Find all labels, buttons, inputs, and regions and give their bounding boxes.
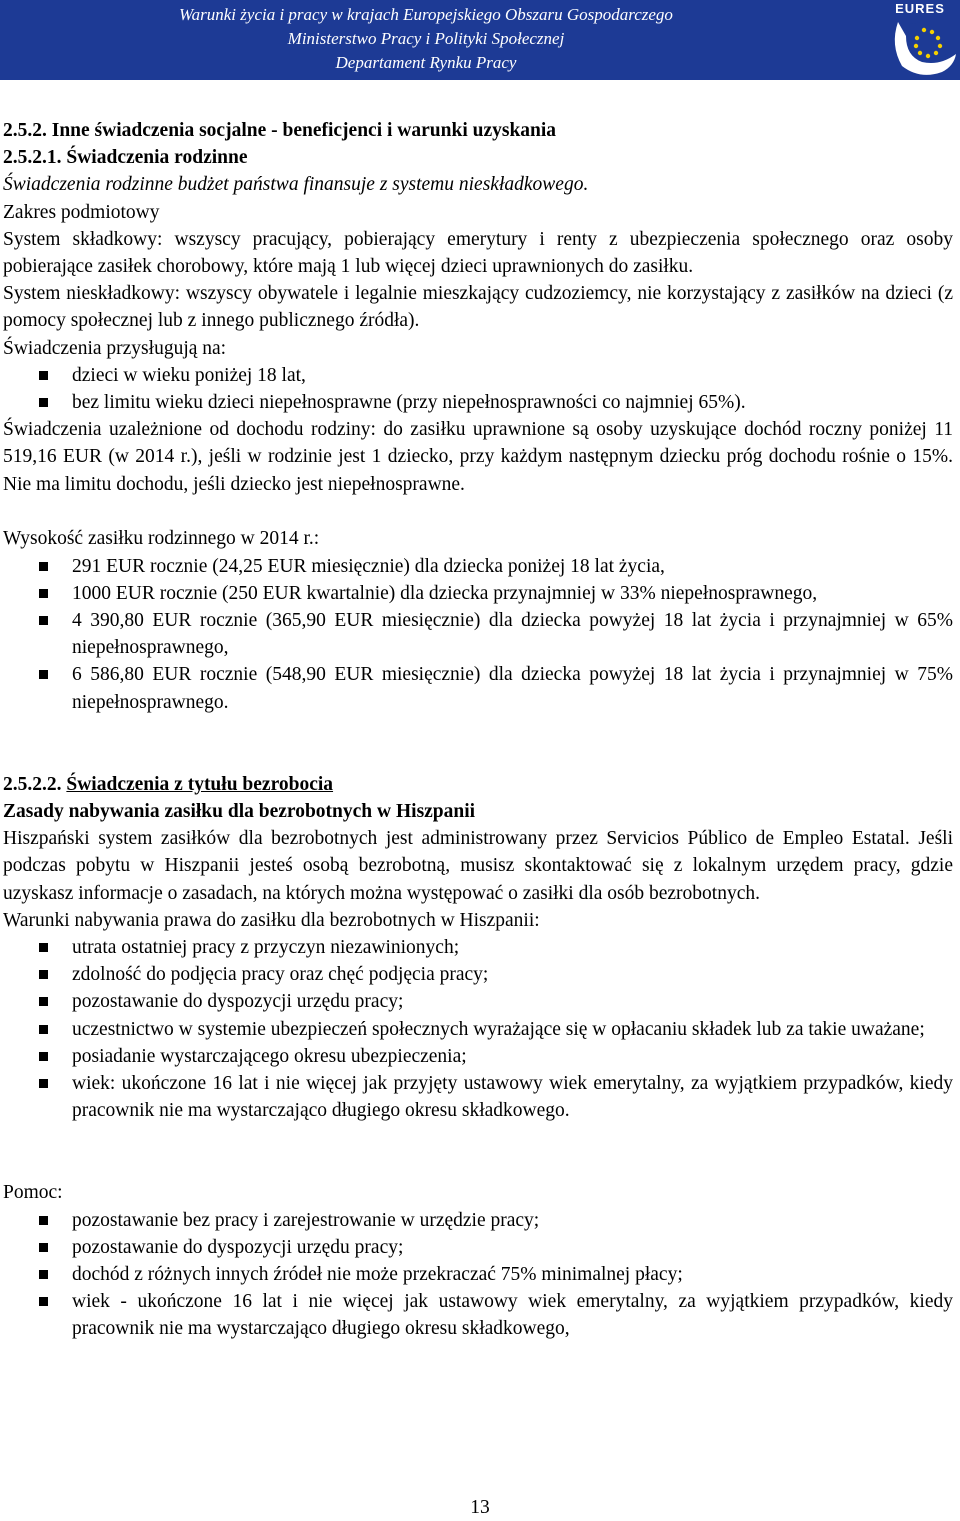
contributory-system-paragraph: System składkowy: wszyscy pracujący, pobierający emerytury i renty z ubezpieczenia społecznego oraz osoby pobierające zasiłek chorobowy, które mają 1 lub więcej dzieci uprawnionych do zasiłku. (3, 228, 953, 278)
list-item: zdolność do podjęcia pracy oraz chęć podjęcia pracy; (3, 961, 953, 988)
entitlement-list (3, 362, 953, 416)
page-number: 13 (470, 1497, 490, 1518)
list-item: pozostawanie do dyspozycji urzędu pracy; (3, 988, 953, 1015)
square-bullet-icon (39, 1243, 48, 1252)
assistance-label: Pomoc: (3, 1182, 63, 1204)
list-item: dochód z różnych innych źródeł nie może przekraczać 75% minimalnej płacy; (3, 1261, 953, 1288)
square-bullet-icon (39, 1216, 48, 1225)
header-line-2: Ministerstwo Pracy i Polityki Społecznej (287, 29, 565, 48)
square-bullet-icon (39, 371, 48, 380)
eures-logo-text: EURES (895, 1, 945, 16)
subsection-heading-family-benefits: 2.5.2.1. Świadczenia rodzinne (3, 147, 248, 169)
square-bullet-icon (39, 589, 48, 598)
section-heading: 2.5.2. Inne świadczenia socjalne - beneficjenci i warunki uzyskania (3, 120, 557, 141)
list-item: 1000 EUR rocznie (250 EUR kwartalnie) dla dziecka przynajmniej w 33% niepełnosprawnego, (3, 580, 953, 607)
square-bullet-icon (39, 997, 48, 1006)
unemployment-intro-paragraph: Hiszpański system zasiłków dla bezrobotnych jest administrowany przez Servicios Público de Empleo Estatal. Jeśli podczas pobytu w Hiszpanii jesteś osobą bezrobotną, musisz skontaktować się z lokalnym urzędem pracy, gdzie uzyskasz informacje o zasadach, na których można występować o zasiłki dla osób bezrobotnych. (3, 828, 953, 904)
eures-logo (880, 0, 960, 80)
scope-label: Zakres podmiotowy (3, 201, 160, 223)
list-item: pozostawanie do dyspozycji urzędu pracy; (3, 1234, 953, 1261)
conditions-list (3, 934, 953, 1124)
list-item: uczestnictwo w systemie ubezpieczeń społecznych wyrażające się w opłacaniu składek lub za takie uważane; (3, 1016, 953, 1043)
list-item: 291 EUR rocznie (24,25 EUR miesięcznie) dla dziecka poniżej 18 lat życia, (3, 553, 953, 580)
square-bullet-icon (39, 1297, 48, 1306)
conditions-label: Warunki nabywania prawa do zasiłku dla bezrobotnych w Hiszpanii: (3, 909, 540, 931)
square-bullet-icon (39, 943, 48, 952)
benefit-amount-label: Wysokość zasiłku rodzinnego w 2014 r.: (3, 528, 320, 550)
square-bullet-icon (39, 616, 48, 625)
list-item: posiadanie wystarczającego okresu ubezpieczenia; (3, 1043, 953, 1070)
list-item: 6 586,80 EUR rocznie (548,90 EUR miesięcznie) dla dziecka powyżej 18 lat życia i przynajmniej w 75% niepełnosprawnego. (3, 661, 953, 715)
benefit-amount-list (3, 553, 953, 716)
subsection-heading-unemployment: 2.5.2.2. Świadczenia z tytułu bezrobocia (3, 773, 334, 795)
list-item: bez limitu wieku dzieci niepełnosprawne (przy niepełnosprawności co najmniej 65%). (3, 389, 953, 416)
header-line-1: Warunki życia i pracy w krajach Europejskiego Obszaru Gospodarczego (179, 5, 673, 24)
income-condition-paragraph: Świadczenia uzależnione od dochodu rodziny: do zasiłku uprawnione są osoby uzyskujące dochód roczny poniżej 11 519,16 EUR (w 2014 r.), jeśli w rodzinie jest 1 dziecko, przy każdym następnym dziecku próg dochodu rośnie o 15%. Nie ma limitu dochodu, jeśli dziecko jest niepełnosprawne. (3, 419, 953, 495)
page-header (0, 0, 960, 80)
square-bullet-icon (39, 970, 48, 979)
entitlement-label: Świadczenia przysługują na: (3, 337, 227, 359)
square-bullet-icon (39, 670, 48, 679)
header-line-3: Departament Rynku Pracy (335, 53, 517, 72)
list-item: wiek - ukończone 16 lat i nie więcej jak ustawowy wiek emerytalny, za wyjątkiem przypadków, kiedy pracownik nie ma wystarczająco długiego okresu składkowego, (3, 1288, 953, 1342)
list-item: wiek: ukończone 16 lat i nie więcej jak przyjęty ustawowy wiek emerytalny, za wyjątkiem przypadków, kiedy pracownik nie ma wystarczająco długiego okresu składkowego. (3, 1070, 953, 1124)
list-item: pozostawanie bez pracy i zarejestrowanie w urzędzie pracy; (3, 1207, 953, 1234)
unemployment-rules-heading: Zasady nabywania zasiłku dla bezrobotnych w Hiszpanii (3, 800, 476, 822)
square-bullet-icon (39, 1052, 48, 1061)
document-body (3, 117, 953, 1343)
square-bullet-icon (39, 562, 48, 571)
square-bullet-icon (39, 1079, 48, 1088)
header-text (0, 3, 960, 75)
non-contributory-system-paragraph: System nieskładkowy: wszyscy obywatele i legalnie mieszkający cudzoziemcy, nie korzystający z zasiłków na dzieci (z pomocy społecznej lub z innego publicznego źródła). (3, 283, 953, 332)
funding-note: Świadczenia rodzinne budżet państwa finansuje z systemu nieskładkowego. (3, 174, 589, 196)
assistance-list (3, 1207, 953, 1343)
square-bullet-icon (39, 398, 48, 407)
list-item: 4 390,80 EUR rocznie (365,90 EUR miesięcznie) dla dziecka powyżej 18 lat życia i przynajmniej w 65% niepełnosprawnego, (3, 607, 953, 661)
square-bullet-icon (39, 1270, 48, 1279)
list-item: utrata ostatniej pracy z przyczyn niezawinionych; (3, 934, 953, 961)
list-item: dzieci w wieku poniżej 18 lat, (3, 362, 953, 389)
square-bullet-icon (39, 1025, 48, 1034)
